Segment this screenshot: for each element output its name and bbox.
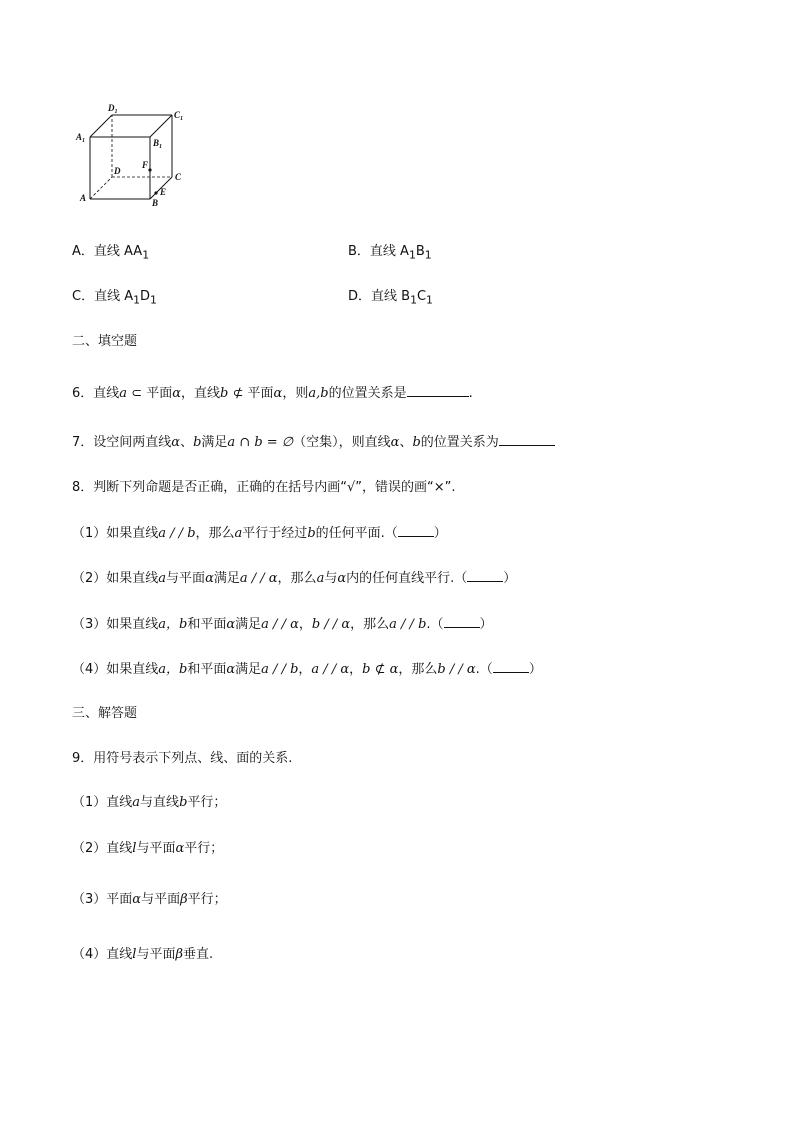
q9-3-beta: β bbox=[180, 892, 188, 907]
q6-vars: a,b bbox=[308, 386, 329, 401]
q6-var-b: b bbox=[220, 386, 229, 401]
section-answer-heading: 三、解答题 bbox=[72, 706, 138, 721]
question-7 bbox=[72, 433, 555, 452]
point-f bbox=[148, 168, 151, 171]
q9-3-text: （3）平面 bbox=[72, 892, 133, 907]
q8-4-alpha: α bbox=[226, 662, 236, 677]
q6-text: ，直线 bbox=[181, 386, 221, 401]
label-e: E bbox=[160, 187, 167, 197]
q8-2-text: ，那么 bbox=[277, 571, 317, 586]
q8-3-expr: a / / α bbox=[261, 617, 299, 632]
label-a1: $A_1$ bbox=[76, 132, 86, 144]
q7-alpha: α bbox=[390, 435, 400, 450]
question-6: 6．直线a ⊂ 平面α，直线b ⊄ 平面α，则a,b的位置关系是 . bbox=[72, 386, 473, 401]
choice-text: 直线 A bbox=[369, 244, 409, 259]
choice-text: 直线 A bbox=[94, 289, 134, 304]
question-9: 9．用符号表示下列点、线、面的关系. bbox=[72, 751, 293, 766]
q8-1-text: ） bbox=[433, 526, 447, 541]
choice-letter: A． bbox=[72, 244, 94, 259]
q8-4-text: （4）如果直线 bbox=[72, 662, 159, 677]
q8-2-expr: a / / α bbox=[239, 571, 278, 586]
choice-text: 直线 B bbox=[371, 289, 411, 304]
question-8-2 bbox=[72, 569, 516, 588]
q8-3-expr: b / / α bbox=[311, 617, 351, 632]
q6-answer-blank[interactable] bbox=[407, 384, 469, 397]
q8-2-text: 满足 bbox=[213, 571, 240, 586]
q8-1-text: ，那么 bbox=[195, 526, 235, 541]
q8-2-text: 与 bbox=[324, 571, 338, 586]
q9-1-var: b bbox=[179, 795, 188, 810]
label-d1: $D_1$ bbox=[108, 103, 118, 115]
q9-3-text: 与平面 bbox=[141, 892, 181, 907]
q8-2-text: ） bbox=[503, 571, 517, 586]
question-8-4 bbox=[72, 660, 542, 679]
q6-end: . bbox=[468, 386, 473, 401]
label-a: A bbox=[80, 193, 87, 203]
edge-ad bbox=[90, 177, 112, 199]
q8-4-text: 和平面 bbox=[187, 662, 227, 677]
choice-letter: C． bbox=[72, 289, 95, 304]
q8-4-text: ，那么 bbox=[398, 662, 438, 677]
q8-2-alpha: α bbox=[337, 571, 347, 586]
q8-3-text: （3）如果直线 bbox=[72, 617, 159, 632]
q8-2-text: （2）如果直线 bbox=[72, 571, 159, 586]
choice-a bbox=[72, 243, 149, 265]
q9-4-text: 与平面 bbox=[136, 947, 176, 962]
q9-4-text: 垂直. bbox=[182, 947, 214, 962]
q9-2-text: 与平面 bbox=[136, 841, 176, 856]
label-d: D bbox=[114, 166, 121, 176]
q7-sep: 、 bbox=[180, 435, 194, 450]
q8-2-text: 与平面 bbox=[166, 571, 206, 586]
point-e bbox=[154, 191, 157, 194]
q9-4-text: （4）直线 bbox=[72, 947, 133, 962]
label-c: C bbox=[175, 172, 182, 182]
choice-c bbox=[72, 288, 157, 310]
q8-4-expr: a / / α bbox=[311, 662, 350, 677]
choice-text2: D bbox=[140, 289, 151, 304]
q8-4-expr: a / / b bbox=[261, 662, 299, 677]
q8-3-alpha: α bbox=[226, 617, 236, 632]
q9-1-text: 与直线 bbox=[140, 795, 180, 810]
q7-sep: 、 bbox=[399, 435, 413, 450]
q8-1-var: a bbox=[234, 526, 243, 541]
question-9-4 bbox=[72, 946, 213, 964]
q6-alpha: α bbox=[172, 386, 182, 401]
choice-sub: 1 bbox=[142, 248, 150, 262]
choice-text2: B bbox=[415, 244, 425, 259]
q9-3-text: 平行； bbox=[187, 892, 227, 907]
q7-var-b: b bbox=[193, 435, 202, 450]
q8-3-text: ，那么 bbox=[350, 617, 390, 632]
q8-3-text: .（ bbox=[426, 617, 444, 632]
q8-3-text: 满足 bbox=[235, 617, 262, 632]
q8-3-comma: ， bbox=[298, 617, 312, 632]
q7-alpha: α bbox=[171, 435, 181, 450]
label-b: B bbox=[152, 198, 159, 208]
edge-b1c1 bbox=[150, 115, 172, 137]
q6-var-a: a bbox=[119, 386, 128, 401]
q8-3-text: 和平面 bbox=[187, 617, 227, 632]
q7-answer-blank[interactable] bbox=[499, 433, 555, 446]
question-9-2 bbox=[72, 840, 223, 858]
q8-3-text: ） bbox=[479, 617, 493, 632]
edge-a1d1 bbox=[90, 115, 112, 137]
q8-4-answer-blank[interactable] bbox=[493, 660, 529, 673]
q8-1-text: 平行于经过 bbox=[242, 526, 308, 541]
q8-1-answer-blank[interactable] bbox=[398, 524, 434, 537]
q9-2-text: （2）直线 bbox=[72, 841, 133, 856]
q7-text: （空集），则直线 bbox=[293, 435, 391, 450]
q7-var-b: b bbox=[412, 435, 421, 450]
q9-4-beta: β bbox=[175, 947, 183, 962]
choice-sub: 1 bbox=[408, 248, 416, 262]
q8-2-var: a bbox=[316, 571, 325, 586]
q6-text: 平面 bbox=[247, 386, 274, 401]
q6-text: ，则 bbox=[282, 386, 309, 401]
q7-text: 满足 bbox=[201, 435, 228, 450]
choice-letter: B． bbox=[348, 244, 370, 259]
q8-2-text: 内的任何直线平行.（ bbox=[346, 571, 468, 586]
q8-4-comma: ， bbox=[349, 662, 363, 677]
question-8-3 bbox=[72, 615, 493, 634]
question-8: 8．判断下列命题是否正确，正确的在括号内画“√”，错误的画“×”. bbox=[72, 480, 456, 495]
q9-1-text: （1）直线 bbox=[72, 795, 133, 810]
q8-4-vars: a，b bbox=[158, 662, 188, 677]
choice-d bbox=[348, 288, 433, 310]
q8-3-vars: a，b bbox=[158, 617, 188, 632]
section-fill-in-heading: 二、填空题 bbox=[72, 334, 138, 349]
q7-text: 7．设空间两直线 bbox=[72, 435, 172, 450]
question-9-3 bbox=[72, 891, 227, 909]
q8-2-var: a bbox=[158, 571, 167, 586]
q8-3-expr: a / / b bbox=[389, 617, 427, 632]
choice-sub2: 1 bbox=[424, 248, 432, 262]
q8-4-expr: b / / α bbox=[437, 662, 476, 677]
q8-1-text: （1）如果直线 bbox=[72, 526, 159, 541]
choice-sub: 1 bbox=[410, 293, 417, 307]
q6-text: 6．直线 bbox=[72, 386, 120, 401]
q9-2-text: 平行； bbox=[184, 841, 224, 856]
q8-1-expr: a / / b bbox=[158, 526, 196, 541]
q8-2-alpha: α bbox=[205, 571, 214, 586]
q8-1-var: b bbox=[307, 526, 316, 541]
q8-2-answer-blank[interactable] bbox=[467, 569, 503, 582]
choice-sub: 1 bbox=[133, 293, 140, 307]
q8-4-comma: ， bbox=[298, 662, 312, 677]
q9-3-alpha: α bbox=[132, 892, 142, 907]
q9-2-alpha: α bbox=[175, 841, 185, 856]
choice-letter: D． bbox=[348, 289, 372, 304]
q8-3-answer-blank[interactable] bbox=[444, 615, 480, 628]
q8-4-text: ） bbox=[528, 662, 542, 677]
label-c1: $C_1$ bbox=[174, 110, 184, 122]
label-b1: $B_1$ bbox=[153, 138, 163, 150]
q9-2-var: l bbox=[132, 841, 137, 856]
question-9-1 bbox=[72, 794, 226, 812]
choice-sub2: 1 bbox=[150, 293, 157, 307]
q8-4-text: .（ bbox=[475, 662, 493, 677]
q8-4-expr: b ⊄ α bbox=[362, 662, 399, 677]
q9-1-var: a bbox=[132, 795, 141, 810]
choice-text: 直线 AA bbox=[93, 244, 143, 259]
q7-text: 的位置关系为 bbox=[420, 435, 499, 450]
q8-4-text: 满足 bbox=[235, 662, 262, 677]
q6-alpha: α bbox=[273, 386, 283, 401]
q9-4-var: l bbox=[132, 947, 137, 962]
label-f: F bbox=[142, 160, 149, 170]
q6-text: 平面 bbox=[146, 386, 173, 401]
q7-expr: a ∩ b = ∅ bbox=[227, 435, 294, 450]
cube-figure bbox=[72, 100, 192, 210]
choice-text2: C bbox=[416, 289, 427, 304]
choice-b bbox=[348, 243, 432, 265]
q6-text: 的位置关系是 bbox=[328, 386, 407, 401]
choice-sub2: 1 bbox=[426, 293, 433, 307]
q8-1-text: 的任何平面.（ bbox=[315, 526, 398, 541]
q9-1-text: 平行； bbox=[187, 795, 227, 810]
question-8-1 bbox=[72, 524, 447, 543]
